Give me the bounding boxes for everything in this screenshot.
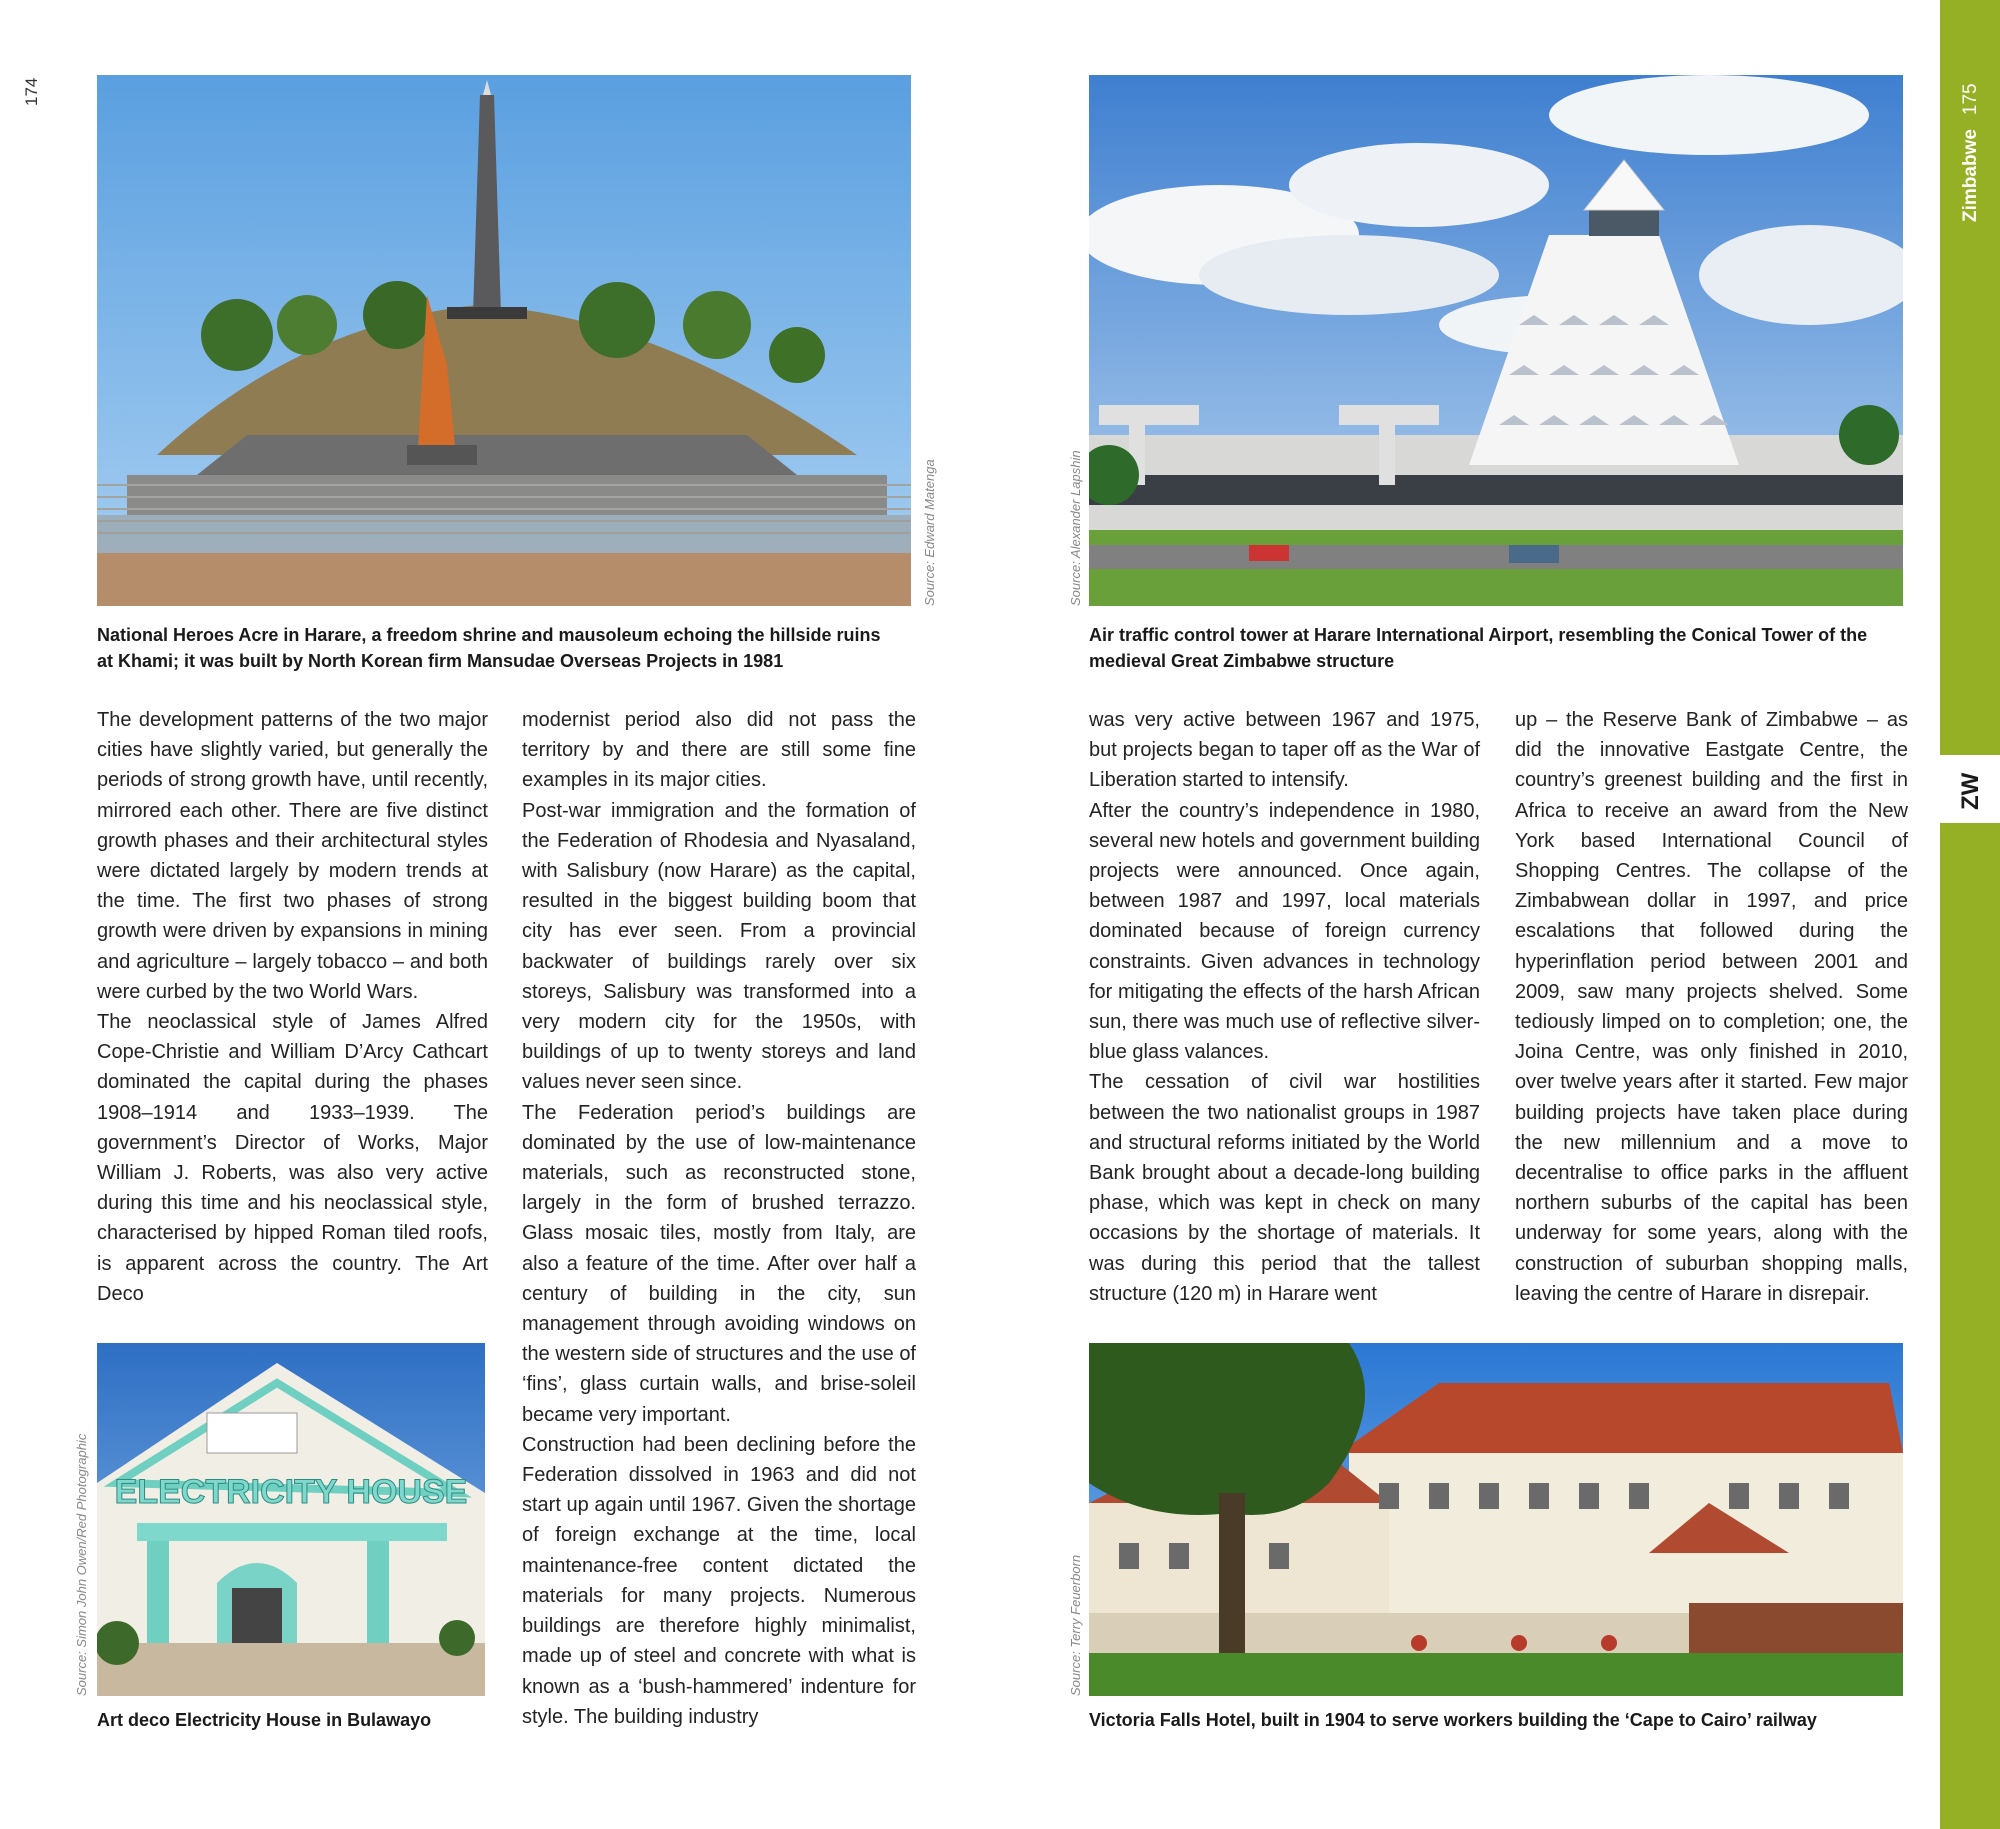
text-column-4 [1515,705,1908,1309]
caption-line: medieval Great Zimbabwe structure [1089,651,1395,671]
caption-line: National Heroes Acre in Harare, a freedom shrine and mausoleum echoing the hillside ruins [97,625,881,645]
running-header [1960,83,1982,222]
heroes-acre-photo [97,75,911,606]
page-number-left: 174 [22,77,41,106]
text-column-2 [522,705,916,1732]
paragraph: was very active between 1967 and 1975, but projects began to taper off as the War of Liberation started to intensify. [1089,709,1480,792]
paragraph: modernist period also did not pass the territory by and there are still some fine examples in its major cities. [522,709,916,792]
paragraph: The cessation of civil war hostilities between the two nationalist groups in 1987 and structural reforms initiated by the World Bank brought about a decade-long building phase, which was kept in check on many occasions by the shortage of materials. It was during this period that the tallest structure (120 m) in Harare went [1089,1071,1480,1305]
electricity-house-sign: ELECTRICITY HOUSE [114,1473,468,1511]
photo-credit-airport: Source: Alexander Lapshin [1068,450,1083,606]
paragraph: Post-war immigration and the formation of the Federation of Rhodesia and Nyasaland, with Salisbury (now Harare) as the capital, resulted in the biggest building boom that city has ever seen. From a provincial backwater of buildings rarely over six storeys, Salisbury was transformed into a very modern city for the 1950s, with buildings of up to twenty storeys and land values never seen since. [522,799,916,1094]
text-column-1 [97,705,488,1309]
page-number-right: 175 [1960,83,1981,116]
paragraph: After the country’s independence in 1980, several new hotels and government building projects were announced. Once again, between 1987 and 1997, local materials dominated because of foreign currency constraints. Given advances in technology for mitigating the effects of the harsh African sun, there was much use of reflective silver-blue glass valances. [1089,799,1480,1064]
victoria-falls-hotel-photo [1089,1343,1903,1696]
country-code: ZW [1957,772,1984,810]
airport-tower-photo [1089,75,1903,606]
paragraph: The Federation period’s buildings are dominated by the use of low-maintenance materials, such as reconstructed stone, largely in the form of brushed terrazzo. Glass mosaic tiles, mostly from Italy, are also a feature of the time. After over half a century of building in the city, sun management through avoiding windows on the western side of structures and the use of ‘fins’, glass curtain walls, and brise-soleil became very important. [522,1101,916,1426]
paragraph: The development patterns of the two major cities have slightly varied, but generally the periods of strong growth have, until recently, mirrored each other. There are five distinct growth phases and their architectural styles were dictated largely by modern trends at the time. The first two phases of strong growth were driven by expansions in mining and agriculture – largely tobacco – and both were curbed by the two World Wars. [97,709,488,1003]
caption-electricity-house: Art deco Electricity House in Bulawayo [97,1710,432,1730]
caption-heroes-acre [97,622,937,674]
text-column-3 [1089,705,1480,1309]
paragraph: The neoclassical style of James Alfred Cope-Christie and William D’Arcy Cathcart dominated the capital during the phases 1908–1914 and 1933–1939. The government’s Director of Works, Major William J. Roberts, was also very active during this time and his neoclassical style, characterised by hipped Roman tiled roofs, is apparent across the country. The Art Deco [97,1011,488,1305]
caption-line: Air traffic control tower at Harare International Airport, resembling the Conical Tower of the [1089,625,1868,645]
paragraph: up – the Reserve Bank of Zimbabwe – as did the innovative Eastgate Centre, the country’s greenest building and the first in Africa to receive an award from the New York based International Council of Shopping Centres. The collapse of the Zimbabwean dollar in 1997, and price escalations that followed during the hyperinflation period between 2001 and 2009, saw many projects shelved. Some tediously limped on to completion; one, the Joina Centre, was only finished in 2010, over twelve years after it started. Few major building projects have taken place during the new millennium and a move to decentralise to office parks in the affluent northern suburbs of the capital has been underway for some years, along with the construction of suburban shopping malls, leaving the centre of Harare in disrepair. [1515,709,1908,1305]
caption-victoria-falls: Victoria Falls Hotel, built in 1904 to serve workers building the ‘Cape to Cairo’ railway [1089,1710,1817,1730]
section-sidebar [1940,0,2000,1829]
photo-credit-electricity-house: Source: Simon John Owen/Red Photographic [74,1433,89,1696]
section-title: Zimbabwe [1960,129,1981,222]
paragraph: Construction had been declining before the Federation dissolved in 1963 and did not start up again until 1967. Given the shortage of foreign exchange at the time, local maintenance-free content dictated the materials for many projects. Numerous buildings are therefore highly minimalist, made up of steel and concrete with what is known as a ‘bush-hammered’ indenture for style. The building industry [522,1433,916,1728]
caption-airport [1089,622,1929,674]
caption-line: at Khami; it was built by North Korean firm Mansudae Overseas Projects in 1981 [97,651,784,671]
photo-credit-heroes-acre: Source: Edward Matenga [922,459,937,606]
electricity-house-photo [97,1343,485,1696]
photo-credit-victoria-falls: Source: Terry Feuerborn [1068,1554,1083,1696]
